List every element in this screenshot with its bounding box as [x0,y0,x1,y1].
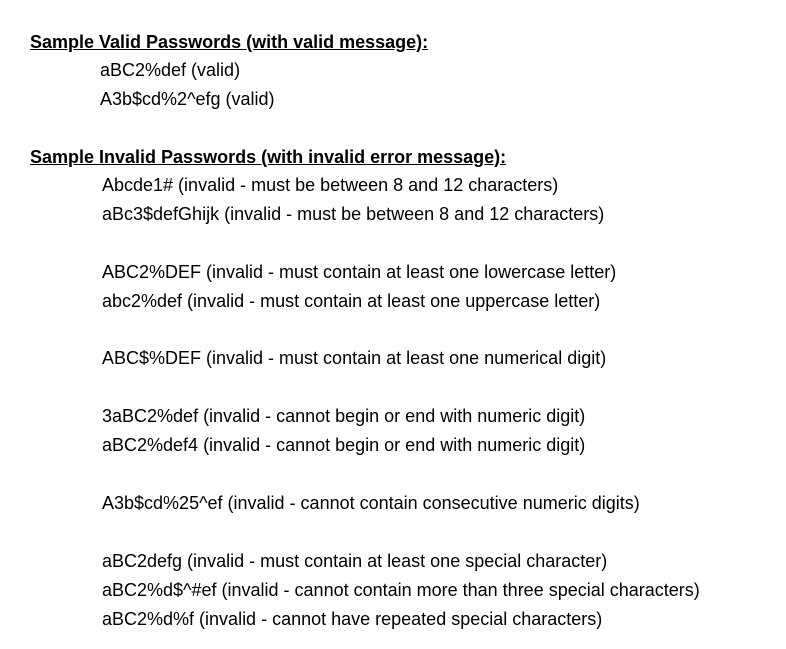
invalid-password-example: aBC2%def4 (invalid - cannot begin or end with numeric digit) [102,435,586,455]
invalid-password-example: ABC$%DEF (invalid - must contain at least one numerical digit) [102,348,607,368]
invalid-password-example: 3aBC2%def (invalid - cannot begin or end with numeric digit) [102,406,586,426]
invalid-password-example: Abcde1# (invalid - must be between 8 and 12 characters) [102,175,559,195]
invalid-password-example: A3b$cd%25^ef (invalid - cannot contain consecutive numeric digits) [102,493,640,513]
invalid-passwords-heading: Sample Invalid Passwords (with invalid error message): [30,147,507,167]
invalid-password-example: aBC2%d$^#ef (invalid - cannot contain more than three special characters) [102,580,700,600]
invalid-password-example: abc2%def (invalid - must contain at least one uppercase letter) [102,291,601,311]
valid-password-example: aBC2%def (valid) [100,60,241,80]
invalid-password-example: aBC2defg (invalid - must contain at least one special character) [102,551,608,571]
valid-passwords-heading: Sample Valid Passwords (with valid message): [30,32,429,52]
invalid-password-example: aBc3$defGhijk (invalid - must be between 8 and 12 characters) [102,204,605,224]
invalid-password-example: aBC2%d%f (invalid - cannot have repeated special characters) [102,609,603,629]
invalid-password-example: ABC2%DEF (invalid - must contain at least one lowercase letter) [102,262,617,282]
valid-password-example: A3b$cd%2^efg (valid) [100,89,275,109]
